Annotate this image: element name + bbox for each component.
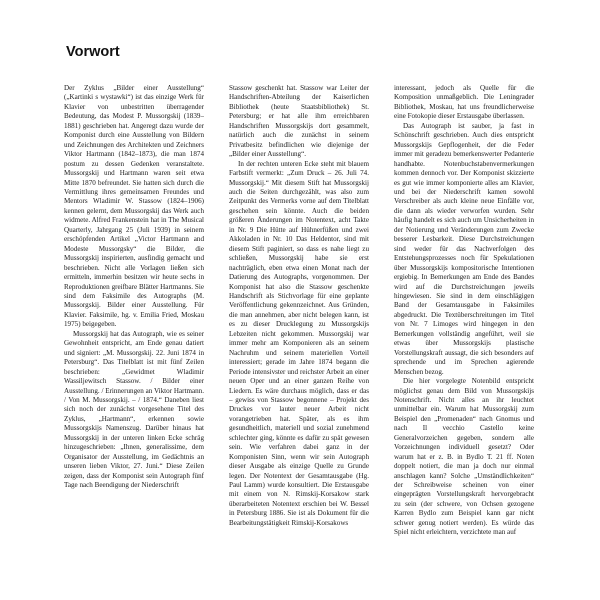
paragraph: Mussorgskij hat das Autograph, wie es seiner Gewohnheit entspricht, am Ende genau datiert und signiert: „M. Mussorgskij. 22. Juni 1874 in Petersburg“. Das Titelblatt ist mit fünf Zeilen beschrieben: „Gewidmet Wladimir Wassiljewitsch Stassow. / Bilder einer Ausstellung. / Erinnerungen an Viktor Hartmann. / Von M. Mussorgskij. – / 1874.“ Daneben liest sich noch der zunächst vorgesehene Titel des Zyklus, „Hartmann“, erkennen sowie Mussorgskijs Namenszug. Darüber hinaus hat Mussorgskij in der unteren linken Ecke schräg hinzugeschrieben: „Ihnen, generalissime, dem Organisator der Ausstellung, im Gedächtnis an unseren lieben Viktor, 27. Juni.“ Diese Zeilen zeigen, dass der Komponist sein Autograph fünf Tage nach Beendigung der Niederschrift <box>64 329 204 490</box>
paragraph: Stassow geschenkt hat. Stassow war Leiter der Handschriften-Abteilung der Kaiserlichen Bibliothek (heute Staatsbibliothek) St. Petersburg; er hat alle ihm erreichbaren Handschriften Mussorgskijs dort gesammelt, natürlich auch die zunächst in seinem Privatbesitz befindlichen wie diejenige der „Bilder einer Ausstellung“. <box>229 84 369 159</box>
text-column-1 <box>64 84 204 584</box>
paragraph: Die hier vorgelegte Notenbild entspricht möglichst genau dem Bild von Mussorgskijs Notenschrift. Nicht alles an ihr leuchtet unmittelbar ein. Warum hat Mussorgskij zum Beispiel den „Promenaden“ nach Gnomus und nach Il vecchio Castello keine Generalvorzeichen gegeben, sondern alle Vorzeichnungen individuell gesetzt? Oder warum hat er z. B. in Bydlo T. 21 ff. Noten doppelt notiert, die man ja doch nur einmal anschlagen kann? Solche „Umständlichkeiten“ der Schreibweise scheinen von einer eingeprägten Vorstellungskraft hervorgebracht zu sein (der schwere, von Ochsen gezogene Karren Bydlo zum Beispiel kann gar nicht schwer genug notiert werden). Es würde das Spiel nicht erleichtern, verzichtete man auf <box>394 377 534 537</box>
paragraph: In der rechten unteren Ecke steht mit blauem Farbstift vermerkt: „Zum Druck – 26. Juli 74. Mussorgskij.“ Mit diesem Stift hat Mussorgskij auch die Seiten durchgezählt, was also zum Zeitpunkt des Vermerks vorne auf dem Titelblatt geschehen sein könnte. Auch die beiden größeren Änderungen im Notentext, acht Takte in Nr. 9 Die Hütte auf Hühnerfüßen und zwei Akkoladen in Nr. 10 Das Heldentor, sind mit diesem Stift paginiert, so dass es nahe liegt zu schließen, Mussorgskij habe sie erst nachträglich, eben etwa einen Monat nach der Datierung des Autographs, vorgenommen. Der Komponist hat also die Stassow geschenkte Handschrift als Stichvorlage für eine geplante Veröffentlichung gekennzeichnet. Aus Gründen, die man annehmen, aber nicht belegen kann, ist es zu dieser Drucklegung zu Mussorgskijs Lebzeiten nicht gekommen. Mussorgskij war immer mehr am Komponieren als an seinem Nachruhm und seinem materiellen Vorteil interessiert; gerade im Jahre 1874 begann die Periode intensivster und reichster Arbeit an einer neuen Oper und an einer ganzen Reihe von Liedern. Es wäre durchaus möglich, dass er das – gewiss von Stassow begonnene – Projekt des Druckes vor lauter neuer Arbeit nicht vorangetrieben hat. Später, als es ihm gesundheitlich, materiell und sozial zunehmend schlechter ging, könnte es dafür zu spät gewesen sein. Wie verfahren dabei ganz in der Komponisten Sinn, wenn wir sein Autograph dieser Ausgabe als einzige Quelle zu Grunde legen. Der Notentext der Gesamtausgabe (Hg. Paul Lamm) wurde konsultiert. Die Erstausgabe mit einem von N. Rimskij-Korsakow stark überarbeiteten Notentext erschien bei W. Bessel in Petersburg 1886. Sie ist als Dokument für die Bearbeitungstätigkeit Rimskij-Korsakows <box>229 159 369 527</box>
text-column-3 <box>394 84 534 584</box>
paragraph: Der Zyklus „Bilder einer Ausstellung“ („Kartinki s wystawki“) ist das einzige Werk für Klavier von unbestritten überragender Bedeutung, das Modest P. Mussorgskij (1839–1881) geschrieben hat. Angeregt dazu wurde der Komponist durch eine Ausstellung von Bildern und Zeichnungen des Architekten und Zeichners Viktor Hartmann (1842–1873), die man 1874 postum zu dessen Gedenken veranstaltete. Mussorgskij und Hartmann waren seit etwa Mitte 1870 befreundet. Sie hatten sich durch die Vermittlung ihres gemeinsamen Freundes und Mentors Wladimir W. Stassow (1824–1906) kennen gelernt, dem Mussorgskij das Werk auch widmete. Alfred Frankenstein hat in The Musical Quarterly, Jahrgang 25 (Juli 1939) in seinem erschöpfenden Artikel „Victor Hartmann and Modeste Mussorgsky“ die Bilder, die Mussorgskij inspirierten, ausfindig gemacht und beschrieben. Nicht alle Vorlagen ließen sich ermitteln, immerhin besitzen wir heute sechs in Reproduktionen greifbare Blätter Hartmanns. Sie sind dem Faksimile des Autographs (M. Mussorgskij. Bilder einer Ausstellung. Für Klavier. Faksimile, hg. v. Emilia Fried, Moskau 1975) beigegeben. <box>64 84 204 329</box>
paragraph: Das Autograph ist sauber, ja fast in Schönschrift geschrieben. Auch dies entspricht Mussorgskijs Gepflogenheit, der die Feder immer mit geradezu bemerkenswerter Pedanterie handhabte. Notenbuchstabenvermerkungen kommen dennoch vor. Der Komponist skizzierte es gut wie immer komponierte alles am Klavier, und bei der Niederschrift kamen sowohl Verschreiber als auch kleine neue Einfälle vor, die dann als wieder verworfen wurden. Sehr häufig handelt es sich auch um Unsicherheiten in der Notierung und Veränderungen zum Zwecke besserer Lesbarkeit. Diese Durchstreichungen sind weder für das Nachverfolgen des Entstehungsprozesses noch für Spekulationen über Mussorgskijs kompositorische Intentionen ergiebig. In Bemerkungen am Ende des Bandes wird auf die Durchstreichungen jeweils hingewiesen. Sie sind in dem einschlägigen Band der Gesamtausgabe in Faksimiles abgedruckt. Die Textüberschreitungen im Titel von Nr. 7 Limoges wird hingegen in den Bemerkungen vollständig angeführt, weil sie etwas über Mussorgskijs plastische Vorstellungskraft aussagt, die sich besonders auf sprechende und im Sprechen agierende Menschen bezog. <box>394 121 534 376</box>
preface-heading: Vorwort <box>66 44 120 60</box>
paragraph: interessant, jedoch als Quelle für die Komposition unmaßgeblich. Die Leningrader Bibliothek, Moskau, hat uns freundlicherweise eine Fotokopie dieser Erstausgabe überlassen. <box>394 84 534 121</box>
text-column-2 <box>229 84 369 584</box>
